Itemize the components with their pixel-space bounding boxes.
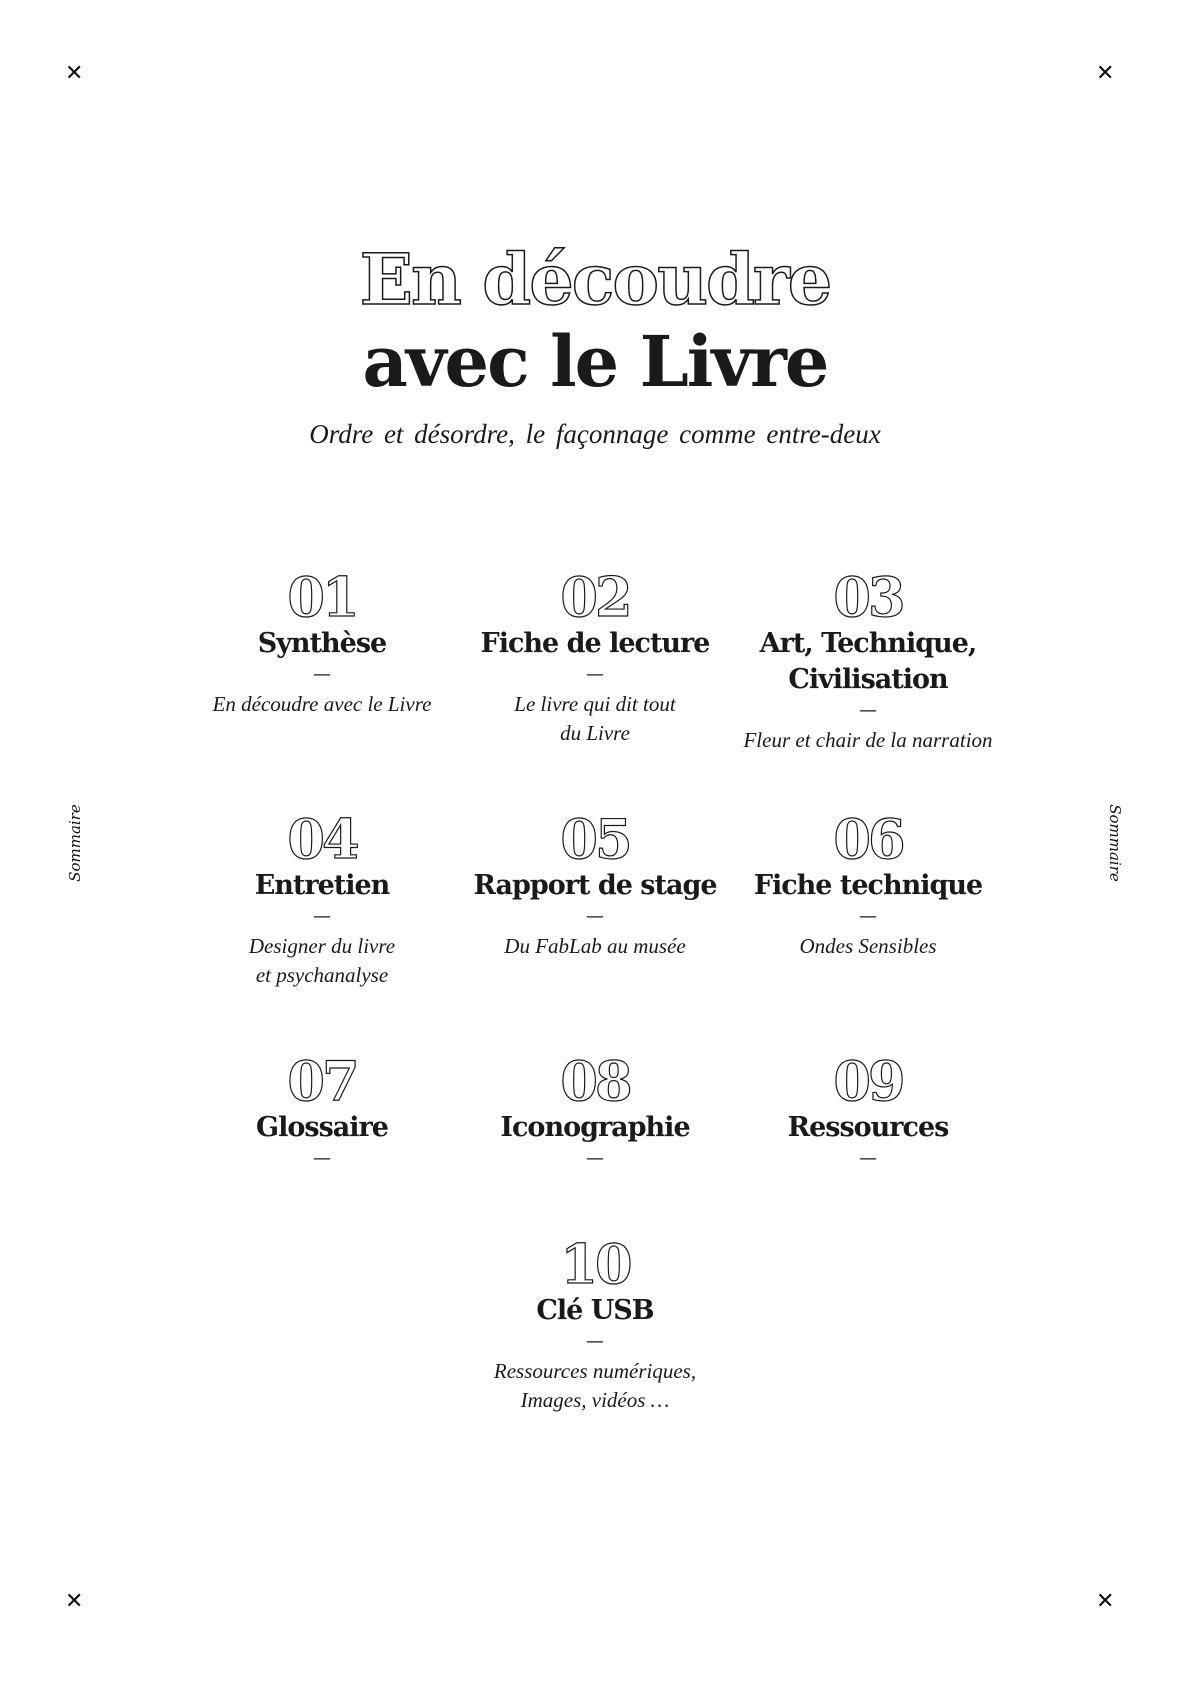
toc-title: Rapport de stage	[473, 870, 717, 901]
title-line-solid: avec le Livre	[362, 320, 828, 403]
toc-number: 02	[560, 565, 630, 629]
toc-subtitle-line: Ressources numériques,	[493, 1359, 697, 1383]
toc-dash: —	[586, 906, 604, 927]
toc-subtitle	[445, 690, 745, 748]
toc-number: 03	[833, 565, 903, 629]
toc-number: 10	[560, 1232, 630, 1296]
page-subtitle: Ordre et désordre, le façonnage comme entre-deux	[309, 419, 881, 449]
toc-number: 08	[560, 1049, 630, 1113]
side-label-left: Sommaire	[66, 804, 84, 882]
toc-title: Fiche technique	[753, 870, 983, 901]
toc-subtitle: Du FabLab au musée	[504, 934, 686, 958]
toc-subtitle-line: du Livre	[560, 721, 630, 745]
toc-title: Fiche de lecture	[480, 628, 710, 659]
toc-subtitle-line: et psychanalyse	[255, 963, 389, 987]
toc-title: Iconographie	[500, 1112, 690, 1143]
toc-subtitle: En découdre avec le Livre	[212, 692, 432, 716]
toc-item-04[interactable]	[172, 807, 472, 990]
toc-dash: —	[313, 906, 331, 927]
toc-subtitle	[445, 1357, 745, 1415]
toc-dash: —	[313, 664, 331, 685]
toc-number: 06	[833, 807, 903, 871]
toc-number: 01	[287, 565, 357, 629]
toc-subtitle: Fleur et chair de la narration	[743, 728, 993, 752]
crop-mark-icon: ✕	[1096, 1589, 1115, 1614]
title-block	[0, 238, 1190, 450]
title-line-outline: En découdre	[359, 238, 831, 321]
toc-number: 09	[833, 1049, 903, 1113]
toc-item-01[interactable]	[172, 565, 472, 719]
toc-number: 07	[287, 1049, 357, 1113]
toc-item-07[interactable]	[172, 1049, 472, 1170]
toc-subtitle: Ondes Sensibles	[799, 934, 937, 958]
toc-item-10[interactable]	[445, 1232, 745, 1415]
toc-item-05[interactable]	[445, 807, 745, 961]
crop-mark-icon: ✕	[1096, 61, 1115, 86]
toc-dash: —	[586, 1148, 604, 1169]
toc-dash: —	[859, 1148, 877, 1169]
toc-item-09[interactable]	[718, 1049, 1018, 1170]
toc-title-line: Art, Technique,	[759, 628, 977, 659]
toc-title-line: Civilisation	[788, 664, 948, 695]
toc-dash: —	[586, 1331, 604, 1352]
toc-dash: —	[859, 906, 877, 927]
toc-subtitle-line: Designer du livre	[248, 934, 396, 958]
toc-title: Glossaire	[256, 1112, 388, 1143]
toc-item-02[interactable]	[445, 565, 745, 748]
toc-title: Entretien	[254, 870, 390, 901]
toc-item-03[interactable]	[718, 565, 1018, 755]
toc-title: Ressources	[787, 1112, 949, 1143]
toc-dash: —	[313, 1148, 331, 1169]
toc-title	[718, 626, 1018, 698]
toc-dash: —	[586, 664, 604, 685]
toc-item-06[interactable]	[718, 807, 1018, 961]
toc-title: Synthèse	[257, 628, 387, 659]
toc-number: 05	[560, 807, 630, 871]
toc-dash: —	[859, 700, 877, 721]
side-label-right: Sommaire	[1106, 804, 1124, 882]
toc-item-08[interactable]	[445, 1049, 745, 1170]
crop-mark-icon: ✕	[65, 1589, 84, 1614]
crop-mark-icon: ✕	[65, 61, 84, 86]
toc-title: Clé USB	[536, 1295, 654, 1326]
toc-number: 04	[287, 807, 357, 871]
toc-subtitle-line: Le livre qui dit tout	[514, 692, 676, 716]
toc-subtitle-line: Images, vidéos …	[520, 1388, 670, 1412]
toc-subtitle	[172, 932, 472, 990]
